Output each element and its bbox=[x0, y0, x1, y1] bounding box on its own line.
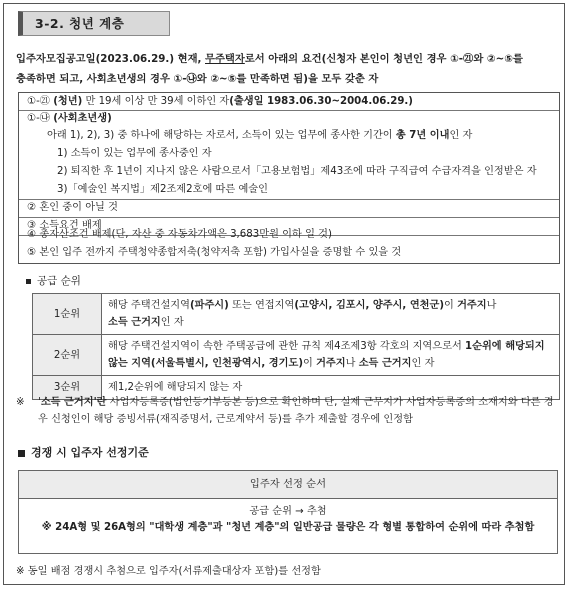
req-marriage: ② 혼인 중이 아닐 것 bbox=[27, 202, 118, 213]
intro-text-3: 충족하면 되고, 사회초년생의 경우 ①-㉯와 ②~⑤를 만족하면 됨)을 모두 갖춘 자 bbox=[16, 73, 379, 85]
rank-desc-cell bbox=[102, 294, 560, 335]
req-sub-3: 3)「예술인 복지법」제2조제2호에 따른 예술인 bbox=[57, 184, 268, 195]
req-savings: ⑤ 본인 입주 전까지 주택청약종합저축(청약저축 포함) 가입사실을 증명할 수 있을 것 bbox=[27, 247, 402, 258]
section-title: 3-2. 청년 계층 bbox=[18, 11, 170, 36]
table-row bbox=[33, 335, 560, 376]
selection-box-title: 입주자 선정 순서 bbox=[19, 471, 557, 499]
req-desc-tail: 인 자 bbox=[449, 130, 473, 141]
rank2-text: 해당 주택건설지역이 속한 주택공급에 관한 규칙 제4조제3항 각호의 지역으로서 bbox=[108, 341, 466, 352]
note-mark: ※ bbox=[16, 397, 25, 408]
rank1-bold: 거주지 bbox=[457, 300, 487, 311]
rank1-bold: (고양시, 김포시, 양주시, 연천군) bbox=[294, 300, 444, 311]
rank2-bold: 1순위에 해당되지 않는 지역(서울특별시, 인천광역시, 경기도) bbox=[108, 341, 545, 369]
rank1-text: 인 자 bbox=[160, 317, 184, 328]
rank-cell: 3순위 bbox=[33, 376, 102, 400]
competition-heading-text: 경쟁 시 입주자 선정기준 bbox=[31, 446, 149, 459]
rank1-text: 이 bbox=[444, 300, 458, 311]
note-bold: 소득 근거지'란 bbox=[40, 397, 107, 408]
rank2-bold: 거주지 bbox=[316, 358, 346, 369]
rank2-text: 인 자 bbox=[411, 358, 435, 369]
req-sub-2: 2) 퇴직한 후 1년이 지나지 않은 사람으로서「고용보험법」제43조에 따라 구직급여 수급자격을 인정받은 자 bbox=[57, 166, 537, 177]
bullet-icon bbox=[26, 279, 31, 284]
req-asset: ④ 총자산조건 배제(단, 자산 중 자동차가액은 3,683만원 이하 일 것) bbox=[27, 229, 332, 240]
note-body: 사업자등록증(법인등기부등본 등)으로 확인하며 단, 실제 근무지가 사업자등록증의 소재지와 다른 경우 신청인이 해당 증빙서류(재직증명서, 근로계약서 등)를 추가 제출할 경우에 인정함 bbox=[38, 397, 554, 425]
req-youth-text: 만 19세 이상 만 39세 이하인 자 bbox=[82, 96, 230, 107]
rank2-text: 나 bbox=[345, 358, 359, 369]
req-desc-text: 아래 1), 2), 3) 중 하나에 해당하는 자로서, 소득이 있는 업무에 종사한 기간이 bbox=[47, 130, 396, 141]
competition-heading bbox=[18, 444, 149, 460]
req-sub-1: 1) 소득이 있는 업무에 종사중인 자 bbox=[57, 148, 212, 159]
req-newcomer-label: (사회초년생) bbox=[53, 113, 112, 124]
note-text bbox=[38, 394, 560, 428]
selection-order: 공급 순위 → 추첨 bbox=[249, 506, 327, 517]
document-page bbox=[3, 3, 565, 585]
note-quote: ' bbox=[38, 397, 41, 408]
rank-cell: 1순위 bbox=[33, 294, 102, 335]
req-desc-bold: 총 7년 이내 bbox=[395, 130, 450, 141]
rank1-text: 또는 연접지역 bbox=[228, 300, 295, 311]
rank-desc-cell: 제1,2순위에 해당되지 않는 자 bbox=[102, 376, 560, 400]
rank1-text: 나 bbox=[486, 300, 497, 311]
req-newcomer bbox=[27, 111, 551, 127]
req-newcomer-num: ①-㉯ bbox=[27, 113, 54, 124]
supply-rank-table bbox=[32, 293, 560, 400]
tie-break-note: ※ 동일 배점 경쟁시 추첨으로 입주자(서류제출대상자 포함)를 선정함 bbox=[16, 566, 321, 577]
income-base-note bbox=[16, 394, 560, 428]
selection-box bbox=[18, 470, 558, 554]
rank-cell: 2순위 bbox=[33, 335, 102, 376]
intro-text-2: 로서 아래의 요건(신청자 본인이 청년인 경우 ①-㉑와 ②~⑤를 bbox=[244, 53, 523, 65]
req-newcomer-desc bbox=[47, 128, 551, 144]
intro-text-1: 입주자모집공고일(2023.06.29.) 현재, bbox=[16, 53, 206, 65]
rank2-text: 이 bbox=[303, 358, 317, 369]
intro-underlined: 무주택자 bbox=[205, 53, 245, 65]
requirements-box bbox=[18, 92, 560, 264]
req-youth-num: ①-㉑ bbox=[27, 96, 54, 107]
rank2-bold: 소득 근거지 bbox=[358, 358, 412, 369]
req-youth-birth: (출생일 1983.06.30~2004.06.29.) bbox=[229, 96, 413, 107]
rank1-bold: 소득 근거지 bbox=[108, 317, 161, 328]
rank1-bold: (파주시) bbox=[189, 300, 229, 311]
square-bullet-icon bbox=[18, 450, 25, 457]
req-youth-label: (청년) bbox=[53, 96, 83, 107]
rank-desc-cell bbox=[102, 335, 560, 376]
req-youth bbox=[27, 94, 551, 110]
table-row bbox=[33, 294, 560, 335]
rank1-text: 해당 주택건설지역 bbox=[108, 300, 190, 311]
selection-note: ※ 24A형 및 26A형의 "대학생 계층"과 "청년 계층"의 일반공급 물량은 각 형별 통합하여 순위에 따라 추첨함 bbox=[41, 522, 535, 533]
supply-heading bbox=[26, 273, 81, 288]
supply-heading-text: 공급 순위 bbox=[37, 275, 81, 287]
intro-paragraph bbox=[16, 49, 558, 89]
req-income: ③ 소득요건 배제 bbox=[27, 220, 102, 231]
